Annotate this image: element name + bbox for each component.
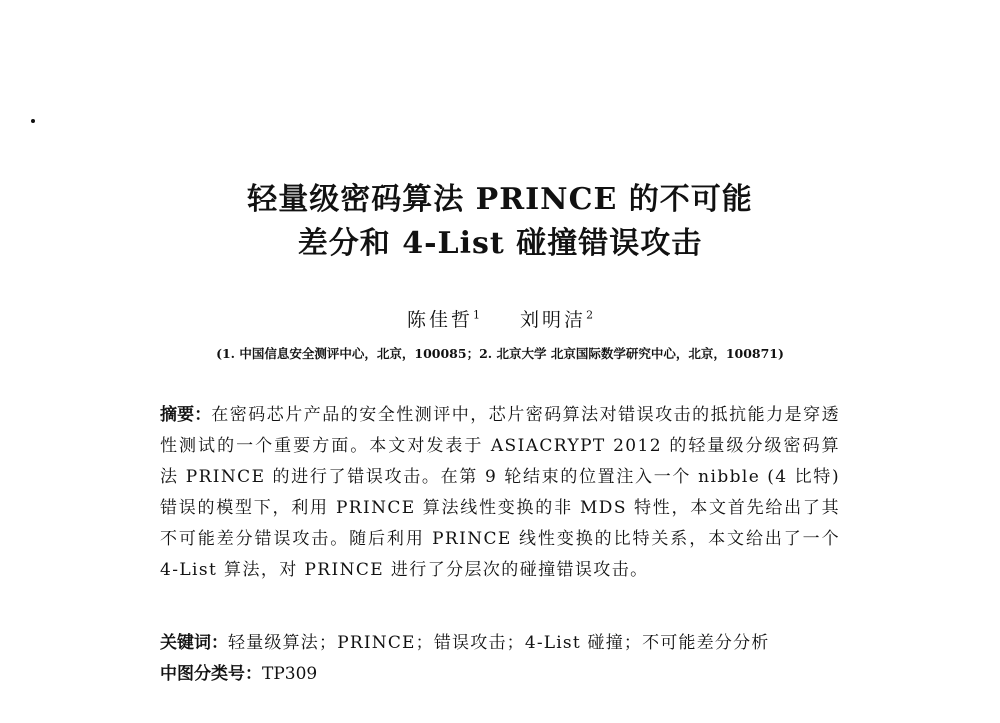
abstract (160, 400, 840, 586)
scan-speck (31, 119, 35, 123)
keywords-text: 轻量级算法；PRINCE；错误攻击；4-List 碰撞；不可能差分分析 (228, 633, 770, 653)
keywords-label: 关键词： (160, 633, 228, 653)
title-line-1: 轻量级密码算法 PRINCE 的不可能 (247, 182, 753, 217)
classification-number (160, 659, 560, 684)
author-affiliation-mark: 1 (472, 308, 480, 322)
author-list (0, 305, 1000, 332)
affiliations: (1. 中国信息安全测评中心，北京，100085；2. 北京大学 北京国际数学研究中心，北京，100871) (216, 346, 784, 361)
paper-title (0, 178, 1000, 266)
keywords (160, 628, 860, 653)
classification-value: TP309 (262, 664, 318, 684)
abstract-label: 摘要： (160, 405, 212, 425)
classification-label: 中图分类号： (160, 664, 262, 684)
author-affiliation-mark: 2 (586, 308, 594, 322)
author-name: 陈佳哲 (406, 309, 473, 331)
title-line-2: 差分和 4-List 碰撞错误攻击 (297, 226, 703, 261)
author-name: 刘明洁 (520, 309, 587, 331)
abstract-text: 在密码芯片产品的安全性测评中，芯片密码算法对错误攻击的抵抗能力是穿透性测试的一个重要方面。本文对发表于 ASIACRYPT 2012 的轻量级分级密码算法 PRINCE 的进行了错误攻击。在第 9 轮结束的位置注入一个 nibble (4 比特)错误的模型下，利用 PRINCE 算法线性变换的非 MDS 特性，本文首先给出了其不可能差分错误攻击。随后利用 PRINCE 线性变换的比特关系，本文给出了一个 4-List 算法，对 PRINCE 进行了分层次的碰撞错误攻击。 (160, 405, 841, 580)
